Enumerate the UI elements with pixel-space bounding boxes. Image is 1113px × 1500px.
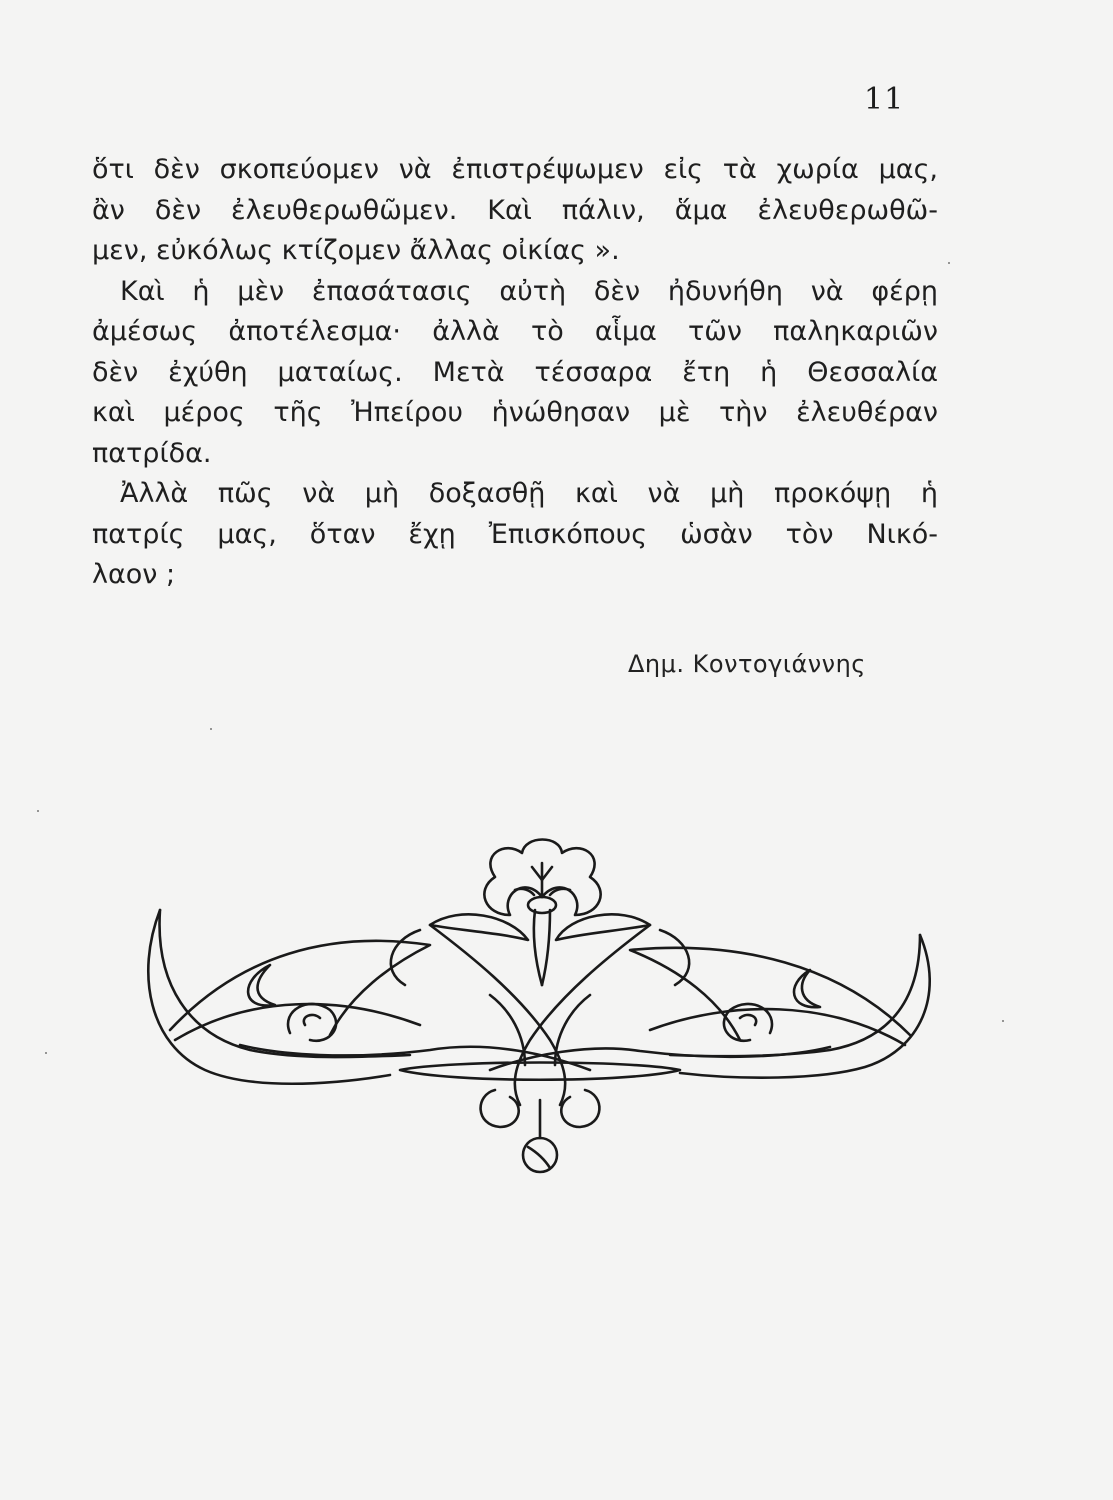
text-line-3: μεν, εὐκόλως κτίζομεν ἄλλας οἰκίας ». bbox=[92, 235, 620, 266]
text-line-10: πατρίς μας, ὅταν ἔχῃ Ἐπισκόπους ὡσὰν τὸν Νικό- bbox=[92, 518, 938, 550]
page-speck bbox=[210, 728, 212, 730]
text-line-9: Ἀλλὰ πῶς νὰ μὴ δοξασθῇ καὶ νὰ μὴ προκόψῃ ἡ bbox=[120, 478, 938, 509]
page-speck bbox=[37, 810, 39, 812]
text-line-7: καὶ μέρος τῆς Ἠπείρου ἡνώθησαν μὲ τὴν ἐλευθέραν bbox=[92, 397, 938, 428]
text-line-6: δὲν ἐχύθη ματαίως. Μετὰ τέσσαρα ἔτη ἡ Θεσσαλία bbox=[92, 356, 938, 388]
floral-ornament-icon bbox=[130, 835, 950, 1195]
body-text bbox=[92, 150, 938, 596]
text-line-2: ἂν δὲν ἐλευθερωθῶμεν. Καὶ πάλιν, ἅμα ἐλευθερωθῶ- bbox=[92, 194, 938, 226]
text-line-8: πατρίδα. bbox=[92, 437, 212, 469]
page-speck bbox=[1002, 1020, 1004, 1022]
page-speck bbox=[948, 262, 950, 264]
text-line-5: ἀμέσως ἀποτέλεσμα· ἀλλὰ τὸ αἷμα τῶν παληκαριῶν bbox=[92, 316, 938, 347]
page-number: 11 bbox=[864, 82, 905, 117]
text-line-4: Καὶ ἡ μὲν ἐπασάτασις αὐτὴ δὲν ἠδυνήθη νὰ φέρῃ bbox=[120, 275, 938, 307]
author-signature: Δημ. Κοντογιάννης bbox=[628, 650, 866, 678]
text-line-11: λαον ; bbox=[92, 559, 176, 590]
text-line-1: ὅτι δὲν σκοπεύομεν νὰ ἐπιστρέψωμεν εἰς τὰ χωρία μας, bbox=[92, 154, 938, 185]
page-speck bbox=[45, 1052, 47, 1054]
